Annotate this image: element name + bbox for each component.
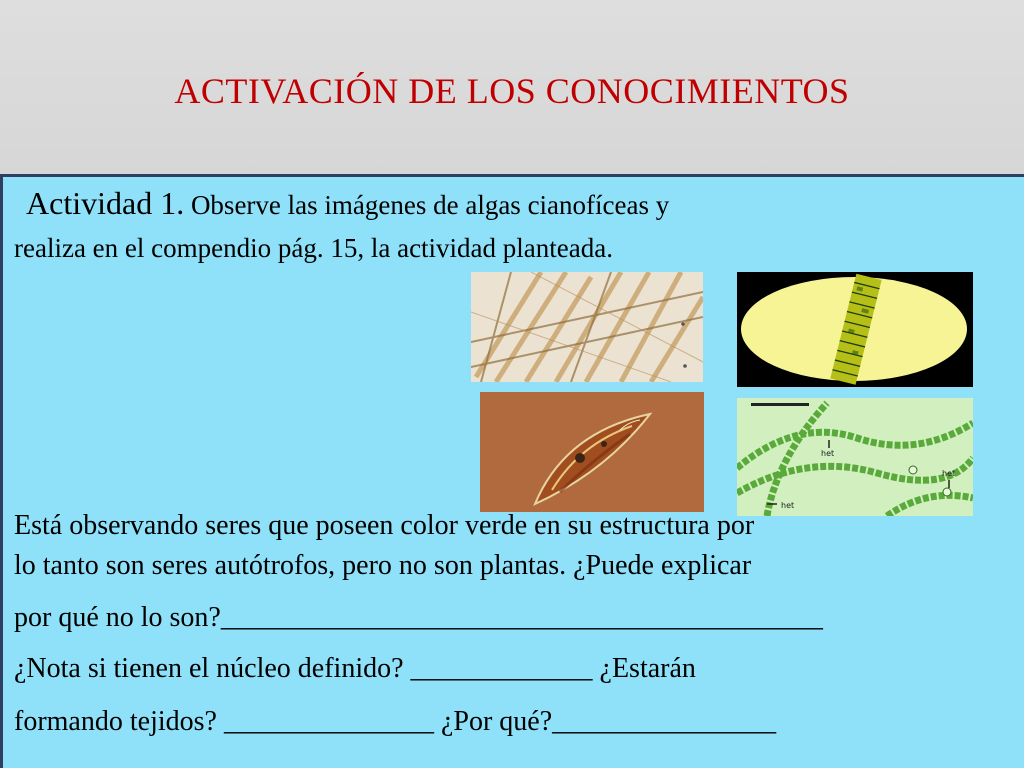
paragraph-line-1: Está observando seres que poseen color verde en su estructura por bbox=[14, 510, 755, 541]
question-1: por qué no lo son?___________________________________________ bbox=[14, 602, 823, 633]
single-filament-image bbox=[737, 272, 973, 387]
activity-instruction: Observe las imágenes de algas cianofíceas y bbox=[184, 190, 670, 220]
svg-text:het: het bbox=[781, 501, 795, 510]
question-3: formando tejidos? _______________ ¿Por qué?________________ bbox=[14, 706, 777, 737]
slide-title: ACTIVACIÓN DE LOS CONOCIMIENTOS bbox=[174, 71, 850, 111]
slide-header bbox=[0, 0, 1024, 182]
svg-text:het: het bbox=[821, 449, 835, 458]
svg-text:het: het bbox=[942, 469, 956, 478]
filaments-photo-image bbox=[471, 272, 703, 382]
activity-line-1 bbox=[26, 185, 669, 222]
activity-line-2: realiza en el compendio pág. 15, la actividad planteada. bbox=[14, 233, 613, 263]
activity-heading: Actividad 1. bbox=[26, 185, 185, 221]
heterocyst-chains-image bbox=[737, 398, 973, 516]
paragraph-line-2: lo tanto son seres autótrofos, pero no son plantas. ¿Puede explicar bbox=[14, 550, 752, 581]
question-2: ¿Nota si tienen el núcleo definido? _____________ ¿Estarán bbox=[14, 653, 696, 684]
brown-cell-image bbox=[480, 392, 704, 512]
